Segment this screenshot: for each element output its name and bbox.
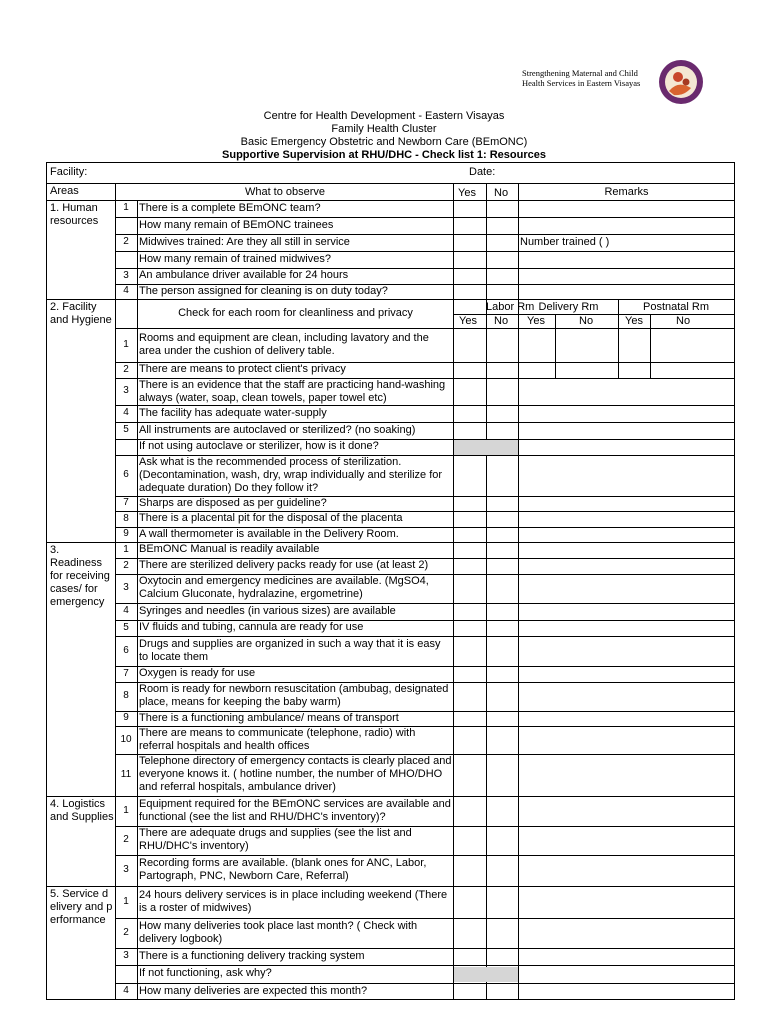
area-facility-hygiene: 2. Facility and Hygiene: [50, 301, 112, 326]
labor-yes-header: Yes: [459, 315, 477, 327]
labor-room-header: Labor Rm: [486, 301, 535, 313]
header-line-1: Centre for Health Development - Eastern Visayas: [263, 110, 505, 122]
area-human-resources: 1. Human resources: [50, 202, 99, 227]
item-number: 1: [123, 896, 129, 907]
checklist-item: A wall thermometer is available in the Delivery Room.: [139, 528, 399, 540]
item-number: 6: [123, 469, 129, 480]
postnatal-yes-header: Yes: [625, 315, 643, 327]
area-readiness: 3. Readiness for receiving cases/ for emergency: [50, 544, 110, 608]
facility-label: Facility:: [50, 166, 88, 178]
checklist-item: There are means to communicate (telephone, radio) with referral hospitals and health offices: [139, 727, 416, 752]
remarks-column-header: Remarks: [604, 186, 649, 198]
number-trained-remark: Number trained ( ): [520, 236, 610, 248]
no-column-header: No: [494, 187, 509, 199]
item-number: 5: [123, 424, 129, 435]
checklist-item: There are adequate drugs and supplies (see the list and RHU/DHC's inventory): [139, 827, 412, 852]
checklist-item: There is a placental pit for the disposal of the placenta: [139, 512, 403, 524]
header-line-4: Supportive Supervision at RHU/DHC - Check list 1: Resources: [222, 149, 546, 161]
item-number: 3: [123, 270, 129, 281]
item-number: 2: [123, 834, 129, 845]
item-number: 6: [123, 645, 129, 656]
item-number: 2: [123, 927, 129, 938]
checklist-item: There is a functioning delivery tracking system: [139, 950, 365, 962]
observe-column-header: What to observe: [244, 186, 326, 198]
checklist-item: If not using autoclave or sterilizer, how is it done?: [139, 440, 379, 452]
item-number: 11: [120, 769, 132, 780]
area-logistics: 4. Logistics and Supplies: [50, 798, 114, 823]
delivery-no-header: No: [579, 315, 594, 327]
item-number: 7: [123, 497, 129, 508]
item-number: 9: [123, 528, 129, 539]
checklist-item: There are sterilized delivery packs ready for use (at least 2): [139, 559, 429, 571]
header-line-2: Family Health Cluster: [331, 123, 437, 135]
postnatal-no-header: No: [676, 315, 691, 327]
checklist-item: Check for each room for cleanliness and privacy: [178, 307, 413, 319]
labor-no-header: No: [494, 315, 509, 327]
checklist-item: Room is ready for newborn resuscitation (ambubag, designated place, means for keeping the baby warm): [139, 683, 449, 708]
yes-column-header: Yes: [458, 187, 476, 199]
item-number: 3: [123, 582, 129, 593]
delivery-yes-header: Yes: [527, 315, 545, 327]
item-number: 2: [123, 364, 129, 375]
checklist-item: Telephone directory of emergency contacts is clearly placed and everyone knows it. ( hotline number, the number of MHO/DHO and referral hospitals, ambulance driver): [139, 755, 452, 793]
item-number: 4: [123, 285, 129, 296]
checklist-item: 24 hours delivery services is in place including weekend (There is a roster of midwives): [139, 889, 448, 914]
item-number: 1: [123, 544, 129, 555]
checklist-item: Equipment required for the BEmONC services are available and functional (see the list and RHU/DHC's inventory)?: [139, 798, 451, 823]
item-number: 1: [123, 805, 129, 816]
item-number: 1: [123, 202, 129, 213]
item-number: 4: [123, 985, 129, 996]
checklist-item: There is a complete BEmONC team?: [139, 202, 321, 214]
checklist-item: If not functioning, ask why?: [139, 967, 272, 979]
checklist-item: Syringes and needles (in various sizes) are available: [139, 605, 396, 617]
checklist-item: There is an evidence that the staff are practicing hand-washing always (water, soap, clean towels, paper towel etc): [139, 379, 446, 404]
postnatal-room-header: Postnatal Rm: [642, 301, 710, 313]
checklist-item: There is a functioning ambulance/ means of transport: [139, 712, 399, 724]
item-number: 9: [123, 712, 129, 723]
checklist-item: BEmONC Manual is readily available: [139, 543, 320, 555]
delivery-room-header: Delivery Rm: [538, 301, 599, 313]
checklist-item: All instruments are autoclaved or sterilized? (no soaking): [139, 424, 416, 436]
item-number: 5: [123, 622, 129, 633]
checklist-item: Rooms and equipment are clean, including lavatory and the area under the cushion of delivery table.: [139, 332, 429, 357]
item-number: 2: [123, 560, 129, 571]
areas-column-header: Areas: [50, 185, 79, 197]
checklist-item: How many deliveries are expected this month?: [139, 985, 368, 997]
item-number: 3: [123, 864, 129, 875]
item-number: 2: [123, 236, 129, 247]
checklist-item: How many remain of BEmONC trainees: [139, 219, 334, 231]
checklist-item: The person assigned for cleaning is on duty today?: [139, 285, 388, 297]
item-number: 10: [120, 734, 132, 745]
checklist-item: How many remain of trained midwives?: [139, 253, 331, 265]
checklist-item: Midwives trained: Are they all still in service: [139, 236, 350, 248]
checklist-item: Recording forms are available. (blank ones for ANC, Labor, Partograph, PNC, Newborn Care, Referral): [139, 857, 427, 882]
checklist-item: Ask what is the recommended process of sterilization. (Decontamination, wash, dry, wrap individually and sterilize for adequate duration) Do they follow it?: [139, 456, 443, 494]
item-number: 4: [123, 605, 129, 616]
checklist-item: How many deliveries took place last month? ( Check with delivery logbook): [139, 920, 418, 945]
item-number: 3: [123, 385, 129, 396]
shaded-cell: [454, 967, 518, 982]
checklist-item: Sharps are disposed as per guideline?: [139, 497, 327, 509]
checklist-item: Oxygen is ready for use: [139, 667, 256, 679]
checklist-item: There are means to protect client's privacy: [139, 363, 346, 375]
header-line-3: Basic Emergency Obstetric and Newborn Care (BEmONC): [240, 136, 528, 148]
logo-line-2: Health Services in Eastern Visayas: [522, 78, 641, 88]
checklist-item: An ambulance driver available for 24 hours: [139, 269, 349, 281]
item-number: 4: [123, 407, 129, 418]
checklist-item: The facility has adequate water-supply: [139, 407, 327, 419]
logo-line-1: Strengthening Maternal and Child: [522, 68, 638, 78]
item-number: 1: [123, 339, 129, 350]
item-number: 8: [123, 690, 129, 701]
item-number: 3: [123, 950, 129, 961]
shaded-cell: [454, 440, 518, 455]
checklist-item: Drugs and supplies are organized in such a way that it is easy to locate them: [139, 638, 441, 663]
item-number: 8: [123, 513, 129, 524]
date-label: Date:: [469, 166, 496, 178]
area-service-delivery: 5. Service delivery and performance: [50, 888, 113, 926]
checklist-item: Oxytocin and emergency medicines are available. (MgSO4, Calcium Gluconate, hydralazine, ergometrine): [139, 575, 429, 600]
item-number: 7: [123, 668, 129, 679]
checklist-item: IV fluids and tubing, cannula are ready for use: [139, 621, 364, 633]
